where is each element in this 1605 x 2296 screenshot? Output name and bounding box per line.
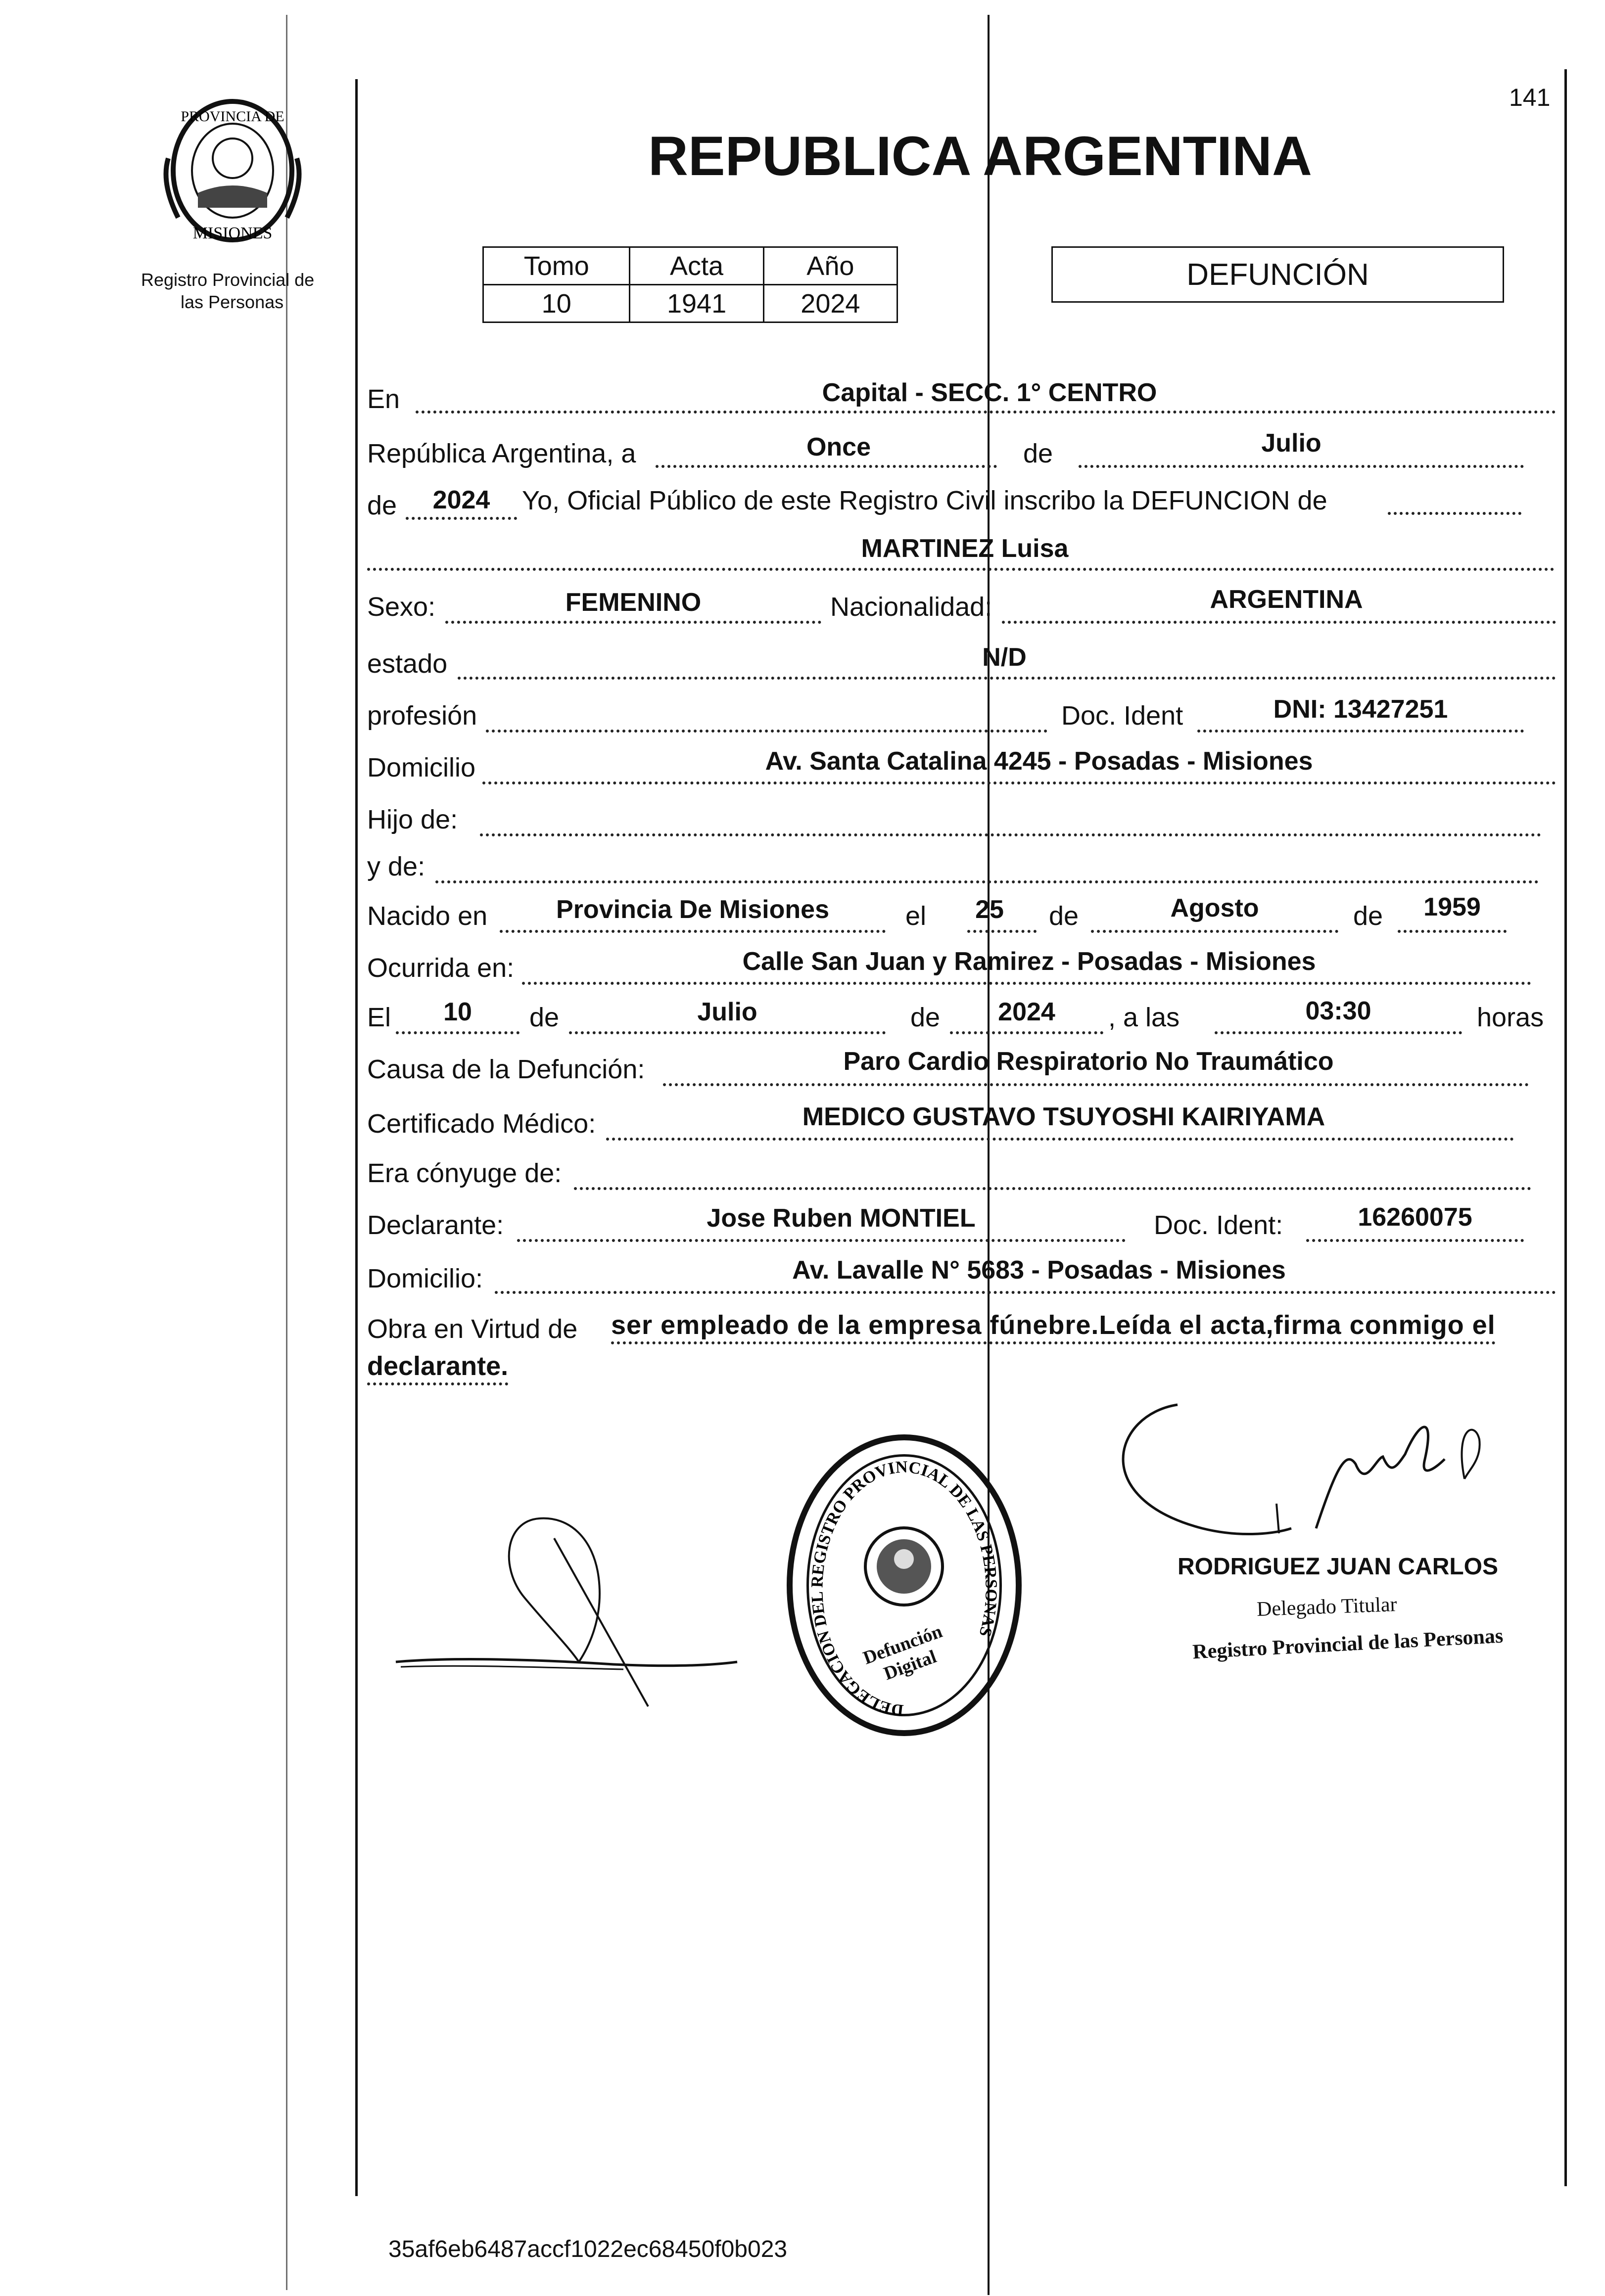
label-nacionalidad: Nacionalidad: [830, 592, 992, 622]
label-sexo: Sexo: [367, 592, 436, 622]
value-causa: Paro Cardio Respiratorio No Traumático [843, 1047, 1334, 1076]
value-nac-anio: 1959 [1423, 893, 1481, 921]
label-ocurrida-en: Ocurrida en: [367, 953, 515, 983]
dots-declarante [517, 1239, 1126, 1242]
label-de-3: de [1049, 901, 1079, 931]
official-title: Delegado Titular [1256, 1593, 1398, 1621]
dots-fall-anio [950, 1031, 1103, 1034]
value-nac-mes: Agosto [1170, 894, 1259, 922]
page-title: REPUBLICA ARGENTINA [648, 125, 1312, 187]
value-lugar: Capital - SECC. 1° CENTRO [822, 378, 1157, 407]
tomo-value: 10 [483, 285, 630, 322]
fold-line [988, 15, 990, 2295]
value-fall-dia: 10 [443, 998, 472, 1026]
registry-name-line1: Registro Provincial de [141, 270, 315, 290]
value-domicilio: Av. Santa Catalina 4245 - Posadas - Misiones [765, 747, 1313, 776]
dots-yo-oficial-end [1388, 512, 1521, 515]
value-nombre: MARTINEZ Luisa [861, 534, 1069, 563]
value-nacido-en: Provincia De Misiones [556, 895, 829, 924]
dots-nacionalidad [1002, 621, 1556, 624]
label-de-6: de [910, 1003, 941, 1032]
document-hash: 35af6eb6487accf1022ec68450f0b023 [388, 2236, 788, 2262]
dots-y-de [435, 880, 1539, 883]
label-obra: Obra en Virtud de [367, 1314, 578, 1344]
value-doc: DNI: 13427251 [1273, 695, 1448, 724]
value-hora: 03:30 [1305, 997, 1371, 1025]
label-yo-oficial: Yo, Oficial Público de este Registro Civil inscribo la DEFUNCION de [522, 486, 1327, 515]
label-doc-ident: Doc. Ident [1061, 701, 1183, 731]
value-fall-anio: 2024 [998, 998, 1055, 1026]
dots-domicilio [482, 781, 1556, 784]
declarant-signature-icon [391, 1499, 747, 1721]
dots-decl-doc [1306, 1239, 1524, 1242]
acta-table [482, 246, 898, 323]
dots-nac-anio [1398, 930, 1507, 933]
dots-causa [663, 1083, 1529, 1086]
label-de-4: de [1353, 901, 1383, 931]
value-nac-dia: 25 [975, 895, 1004, 924]
doc-type: DEFUNCIÓN [1186, 257, 1369, 292]
dots-hijo-de [480, 833, 1541, 836]
value-estado: N/D [982, 643, 1027, 672]
doc-type-box [1051, 246, 1504, 303]
value-decl-domicilio: Av. Lavalle N° 5683 - Posadas - Misiones [792, 1256, 1286, 1285]
dots-profesion [486, 730, 1047, 733]
dots-hora [1215, 1031, 1462, 1034]
svg-text:PROVINCIA DE: PROVINCIA DE [181, 108, 284, 125]
dots-doc [1197, 730, 1524, 733]
label-de-5: de [529, 1003, 560, 1032]
tomo-header: Tomo [483, 247, 630, 285]
svg-text:MISIONES: MISIONES [192, 224, 273, 242]
dots-nac-dia [967, 930, 1037, 933]
dots-sexo [445, 621, 821, 624]
label-el: el [905, 901, 927, 931]
value-sexo: FEMENINO [565, 588, 702, 617]
official-stamp [787, 1434, 1022, 1736]
value-ocurrida-en: Calle San Juan y Ramirez - Posadas - Misiones [742, 947, 1316, 976]
value-fall-mes: Julio [697, 998, 757, 1026]
label-certificado: Certificado Médico: [367, 1109, 596, 1139]
stamp-emblem-icon [862, 1524, 946, 1608]
provincial-seal-icon [158, 94, 307, 252]
label-en: En [367, 384, 400, 414]
dots-mes [1079, 465, 1524, 468]
value-decl-doc: 16260075 [1358, 1203, 1472, 1232]
value-dia-letras: Once [806, 433, 871, 461]
dots-dia [656, 465, 997, 468]
value-obra-line2: declarante. [367, 1353, 508, 1385]
official-office: Registro Provincial de las Personas [1192, 1624, 1504, 1664]
dots-ocurrida-en [522, 982, 1531, 985]
official-name: RODRIGUEZ JUAN CARLOS [1178, 1554, 1499, 1580]
label-nacido-en: Nacido en [367, 901, 488, 931]
dots-fall-dia [396, 1031, 519, 1034]
right-border-line [1564, 69, 1567, 2186]
label-causa: Causa de la Defunción: [367, 1055, 645, 1084]
dots-nacido-en [500, 930, 886, 933]
value-declarante: Jose Ruben MONTIEL [707, 1204, 976, 1233]
label-domicilio-2: Domicilio: [367, 1264, 483, 1293]
dots-conyuge [574, 1187, 1531, 1190]
label-doc-ident-2: Doc. Ident: [1154, 1210, 1283, 1240]
value-mes: Julio [1261, 429, 1322, 458]
margin-line-inner [355, 79, 358, 2196]
label-y-de: y de: [367, 852, 425, 881]
label-conyuge: Era cónyuge de: [367, 1158, 562, 1188]
label-republica-a: República Argentina, a [367, 439, 636, 468]
dots-fall-mes [569, 1031, 886, 1034]
dots-nac-mes [1091, 930, 1338, 933]
dots-decl-domicilio [495, 1291, 1556, 1294]
label-hijo-de: Hijo de: [367, 805, 458, 834]
label-a-las: , a las [1108, 1003, 1180, 1032]
stamp-inner-text: Defunción Digital [860, 1621, 945, 1685]
margin-line-outer [286, 15, 287, 2290]
page-number: 141 [1509, 84, 1551, 111]
dots-certificado [606, 1138, 1514, 1141]
label-domicilio: Domicilio [367, 753, 476, 782]
value-certificado: MEDICO GUSTAVO TSUYOSHI KAIRIYAMA [802, 1102, 1325, 1131]
dots-anio [406, 517, 517, 520]
label-profesion: profesión [367, 701, 477, 731]
label-declarante: Declarante: [367, 1210, 504, 1240]
anio-value: 2024 [763, 285, 897, 322]
acta-header: Acta [630, 247, 763, 285]
svg-text:DELEGACION DEL REGISTRO PROVIN: DELEGACION DEL REGISTRO PROVINCIAL DE LAS PERSONAS [808, 1458, 1000, 1720]
value-nacionalidad: ARGENTINA [1210, 585, 1363, 614]
label-estado: estado [367, 649, 448, 679]
value-anio: 2024 [432, 486, 490, 514]
dots-nombre [367, 568, 1555, 571]
dots-en [416, 411, 1556, 413]
anio-header: Año [763, 247, 897, 285]
label-horas: horas [1477, 1003, 1544, 1032]
value-obra-line1: ser empleado de la empresa fúnebre.Leída el acta,firma conmigo el [611, 1312, 1496, 1344]
acta-value: 1941 [630, 285, 763, 322]
label-de-1: de [1023, 439, 1053, 468]
dots-estado [458, 677, 1556, 680]
label-el-cap: El [367, 1003, 391, 1032]
label-de-2: de [367, 491, 397, 520]
registry-name-line2: las Personas [181, 292, 284, 312]
